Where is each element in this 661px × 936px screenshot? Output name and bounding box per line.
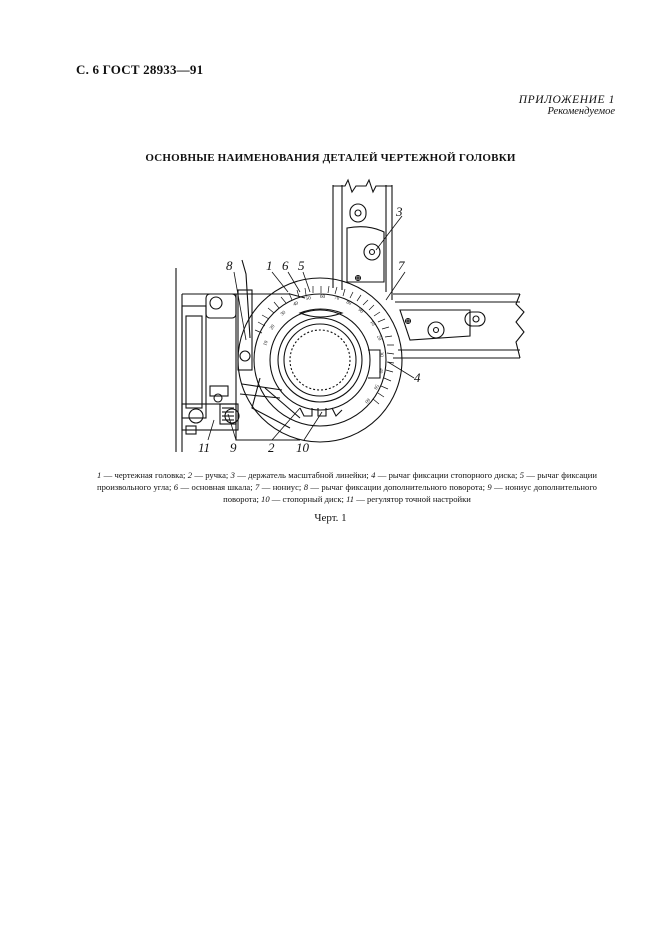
legend-item: 4 — рычаг фиксации стопорного диска; [371, 470, 518, 480]
legend-item: 11 — регулятор точной настройки [346, 494, 471, 504]
svg-text:10: 10 [263, 340, 270, 347]
callout-10: 10 [296, 440, 309, 455]
svg-text:80: 80 [345, 300, 352, 307]
callout-2: 2 [268, 440, 275, 455]
callout-1: 1 [266, 258, 273, 273]
svg-text:70: 70 [333, 296, 340, 302]
legend-item: 10 — стопорный диск; [261, 494, 344, 504]
appendix-block [519, 94, 615, 118]
svg-text:50: 50 [305, 296, 312, 302]
legend-item: 3 — держатель масштабной линейки; [230, 470, 369, 480]
svg-text:50: 50 [372, 383, 379, 390]
horizontal-ruler-arm [393, 294, 524, 358]
legend-item: 7 — нониус; [255, 482, 302, 492]
svg-text:20: 20 [375, 334, 382, 342]
leader-lines [208, 216, 414, 440]
svg-text:30: 30 [280, 310, 288, 318]
legend-item: 9 — нониус дополнительного поворота; [223, 482, 597, 504]
svg-text:40: 40 [292, 301, 300, 308]
svg-text:60: 60 [363, 396, 371, 404]
figure-caption: Черт. 1 [314, 512, 347, 524]
svg-text:20: 20 [269, 324, 277, 332]
legend-item: 8 — рычаг фиксации дополнительного поворота; [303, 482, 485, 492]
callout-7: 7 [398, 258, 405, 273]
figure-legend [97, 469, 597, 505]
callout-9: 9 [230, 440, 237, 455]
callout-8: 8 [226, 258, 233, 273]
svg-text:40: 40 [377, 367, 383, 374]
callout-3: 3 [396, 204, 403, 219]
svg-text:30: 30 [378, 351, 384, 358]
callout-6: 6 [282, 258, 289, 273]
appendix-label: ПРИЛОЖЕНИЕ 1 [518, 94, 615, 106]
legend-item: 5 — рычаг фиксации произвольного угла; [97, 470, 597, 492]
svg-text:90: 90 [356, 307, 364, 315]
drafting-head-drawing [155, 172, 545, 462]
callout-5: 5 [298, 258, 305, 273]
legend-item: 1 — чертежная головка; [97, 470, 186, 480]
callout-4: 4 [414, 370, 421, 385]
main-dial [238, 278, 402, 442]
callout-labels [198, 204, 421, 455]
legend-item: 6 — основная шкала; [173, 482, 253, 492]
page-header: С. 6 ГОСТ 28933—91 [76, 62, 204, 77]
section-title: ОСНОВНЫЕ НАИМЕНОВАНИЯ ДЕТАЛЕЙ ЧЕРТЕЖНОЙ ГОЛОВКИ [145, 152, 516, 164]
appendix-status: Рекомендуемое [547, 106, 615, 117]
callout-11: 11 [198, 440, 211, 455]
svg-text:60: 60 [320, 295, 325, 300]
legend-item: 2 — ручка; [187, 470, 229, 480]
svg-text:10: 10 [368, 320, 376, 328]
